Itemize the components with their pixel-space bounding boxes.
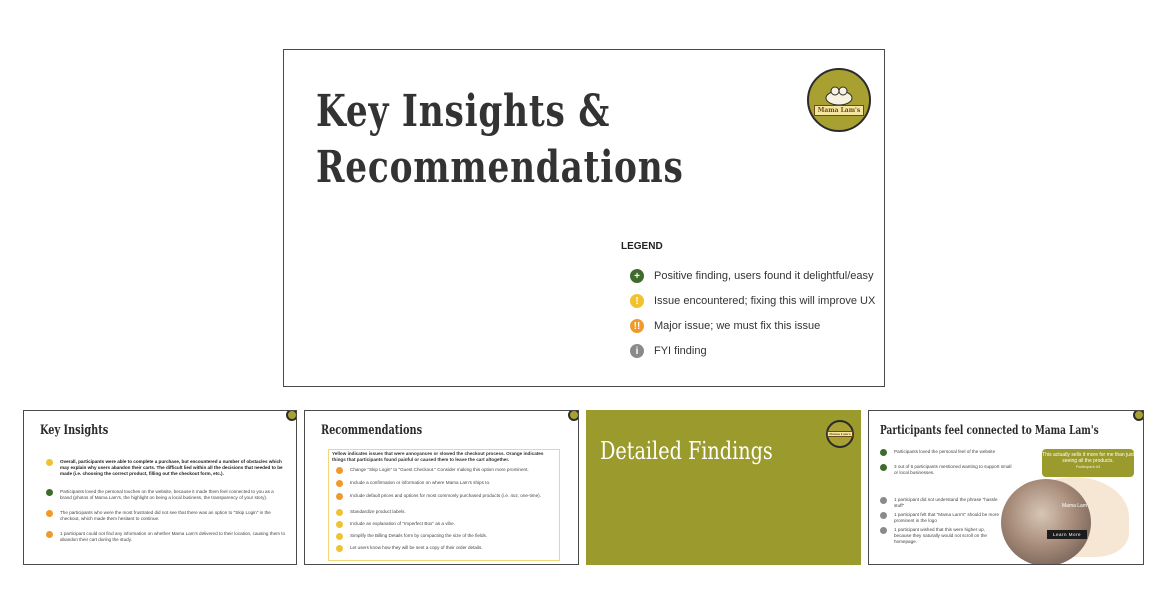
finding-text: 1 participant wished that this were higher up, because they naturally would not scroll on the homepage. — [894, 527, 987, 544]
mama-lam-photo — [1001, 479, 1091, 565]
insight-item — [46, 489, 286, 501]
legend-item-issue — [630, 294, 875, 308]
mama-lams-logo — [286, 410, 297, 421]
plus-icon: + — [630, 269, 644, 283]
exclamation-icon: ! — [630, 294, 644, 308]
recommendation-text: Include an explanation of "Imperfect Box" as a vibe. — [350, 521, 455, 526]
mama-lams-logo — [568, 410, 579, 421]
thumbnail-detailed-findings[interactable] — [586, 410, 861, 565]
quote-attribution: Participant #3 — [1075, 464, 1101, 469]
legend-label: Issue encountered; fixing this will improve UX — [654, 295, 876, 307]
participant-quote — [1042, 449, 1134, 477]
legend-label: FYI finding — [654, 345, 707, 357]
recommendation-text: Change "Skip Login" to "Guest Checkout." Consider making this option more prominent. — [350, 467, 529, 472]
legend-label: Major issue; we must fix this issue — [654, 320, 821, 332]
mama-lams-logo — [807, 68, 871, 132]
plus-icon — [880, 464, 887, 471]
double-exclamation-icon: !! — [630, 319, 644, 333]
legend-item-major-issue — [630, 319, 820, 333]
recommendation-text: Let users know how they will be sent a copy of their order details. — [350, 545, 483, 550]
double-exclamation-icon — [336, 467, 343, 474]
info-icon — [880, 512, 887, 519]
exclamation-icon — [336, 533, 343, 540]
exclamation-icon — [336, 509, 343, 516]
logo-text: Mama Lam's — [829, 432, 851, 436]
logo-text: Mama Lam's — [814, 105, 865, 116]
legend-title: LEGEND — [621, 241, 663, 252]
thumbnail-title: Detailed Findings — [600, 437, 773, 465]
finding-item — [880, 449, 1040, 456]
mama-lams-logo — [1133, 410, 1144, 421]
info-icon: i — [630, 344, 644, 358]
recommendation-item — [336, 493, 551, 500]
recommendations-intro: Yellow indicates issues that were annoyances or slowed the checkout process. Orange indicates things that participants found painful or caused them to leave the cart altogether. — [332, 451, 544, 462]
recommendation-text: Include a confirmation or information on where Mama Lam's ships to. — [350, 480, 491, 485]
finding-text: 1 participant felt that "Mama Lam's" should be more prominent in the logo — [894, 512, 999, 523]
thumbnail-title: Participants feel connected to Mama Lam's — [880, 423, 1099, 437]
insight-text: Participants loved the personal touches on the website, because it made them feel connected to you as a brand (photos of Mama Lam's, the highlight on being a local business, the transparency of your story). — [60, 489, 274, 500]
recommendation-item — [336, 533, 551, 540]
legend-item-positive — [630, 269, 874, 283]
info-icon — [880, 527, 887, 534]
title-line-1: Key Insights & — [316, 86, 611, 137]
recommendation-text: Simplify the Billing Details form by compacting the size of the fields. — [350, 533, 488, 538]
insight-text: The participants who were the most frustrated did not see that there was an option to "Skip Login" in the checkout, which made them hesitant to continue. — [60, 510, 271, 521]
insight-item — [46, 510, 286, 522]
legend-item-fyi — [630, 344, 707, 358]
recommendation-item — [336, 521, 551, 528]
insight-item — [46, 531, 286, 543]
dumpling-icon — [824, 85, 854, 105]
quote-text: This actually sells it more for me than just seeing all the products. — [1042, 452, 1134, 464]
recommendation-item — [336, 545, 551, 552]
double-exclamation-icon — [46, 531, 53, 538]
insight-text: 1 participant could not find any information on whether Mama Lam's delivered to their location, causing them to abandon their cart during the study. — [60, 531, 286, 542]
finding-item — [880, 464, 1015, 476]
recommendation-item — [336, 480, 551, 487]
finding-text: Participants loved the personal feel of the website — [894, 449, 996, 454]
recommendation-text: Include default prices and options for most commonly purchased products (i.e. 4oz, one-time). — [350, 493, 541, 498]
double-exclamation-icon — [46, 510, 53, 517]
insight-item — [46, 459, 286, 477]
thumbnail-key-insights[interactable] — [23, 410, 297, 565]
finding-item — [880, 527, 1000, 545]
double-exclamation-icon — [336, 493, 343, 500]
exclamation-icon — [46, 459, 53, 466]
thumbnail-title: Recommendations — [321, 423, 423, 438]
plus-icon — [880, 449, 887, 456]
thumbnail-participants-connected[interactable] — [868, 410, 1144, 565]
thumbnail-title: Key Insights — [40, 423, 109, 438]
plus-icon — [46, 489, 53, 496]
insight-text: Overall, participants were able to complete a purchase, but encountered a number of obstacles which may explain why users abandon their carts. The difficult lied within all the decisions that needed to be made (i.e. choosing the correct product, filling out the checkout form, etc.). — [60, 459, 283, 476]
finding-item — [880, 512, 1000, 524]
recommendation-text: Standardize product labels. — [350, 509, 406, 514]
finding-text: 3 out of 6 participants mentioned wanting to support small or local businesses. — [894, 464, 1012, 475]
photo-caption: Mama Lam — [1062, 503, 1088, 509]
exclamation-icon — [336, 521, 343, 528]
mama-lams-logo — [826, 420, 854, 448]
title-line-2: Recommendations — [316, 142, 684, 193]
recommendation-item — [336, 467, 551, 474]
slide-title — [316, 84, 684, 196]
legend-label: Positive finding, users found it delightful/easy — [654, 270, 874, 282]
double-exclamation-icon — [336, 480, 343, 487]
info-icon — [880, 497, 887, 504]
learn-more-button[interactable]: Learn More — [1047, 530, 1087, 539]
title-slide[interactable] — [283, 49, 885, 387]
recommendation-item — [336, 509, 551, 516]
finding-item — [880, 497, 1000, 509]
finding-text: 1 participant did not understand the phrase "hassle stuff" — [894, 497, 998, 508]
exclamation-icon — [336, 545, 343, 552]
thumbnail-recommendations[interactable] — [304, 410, 579, 565]
